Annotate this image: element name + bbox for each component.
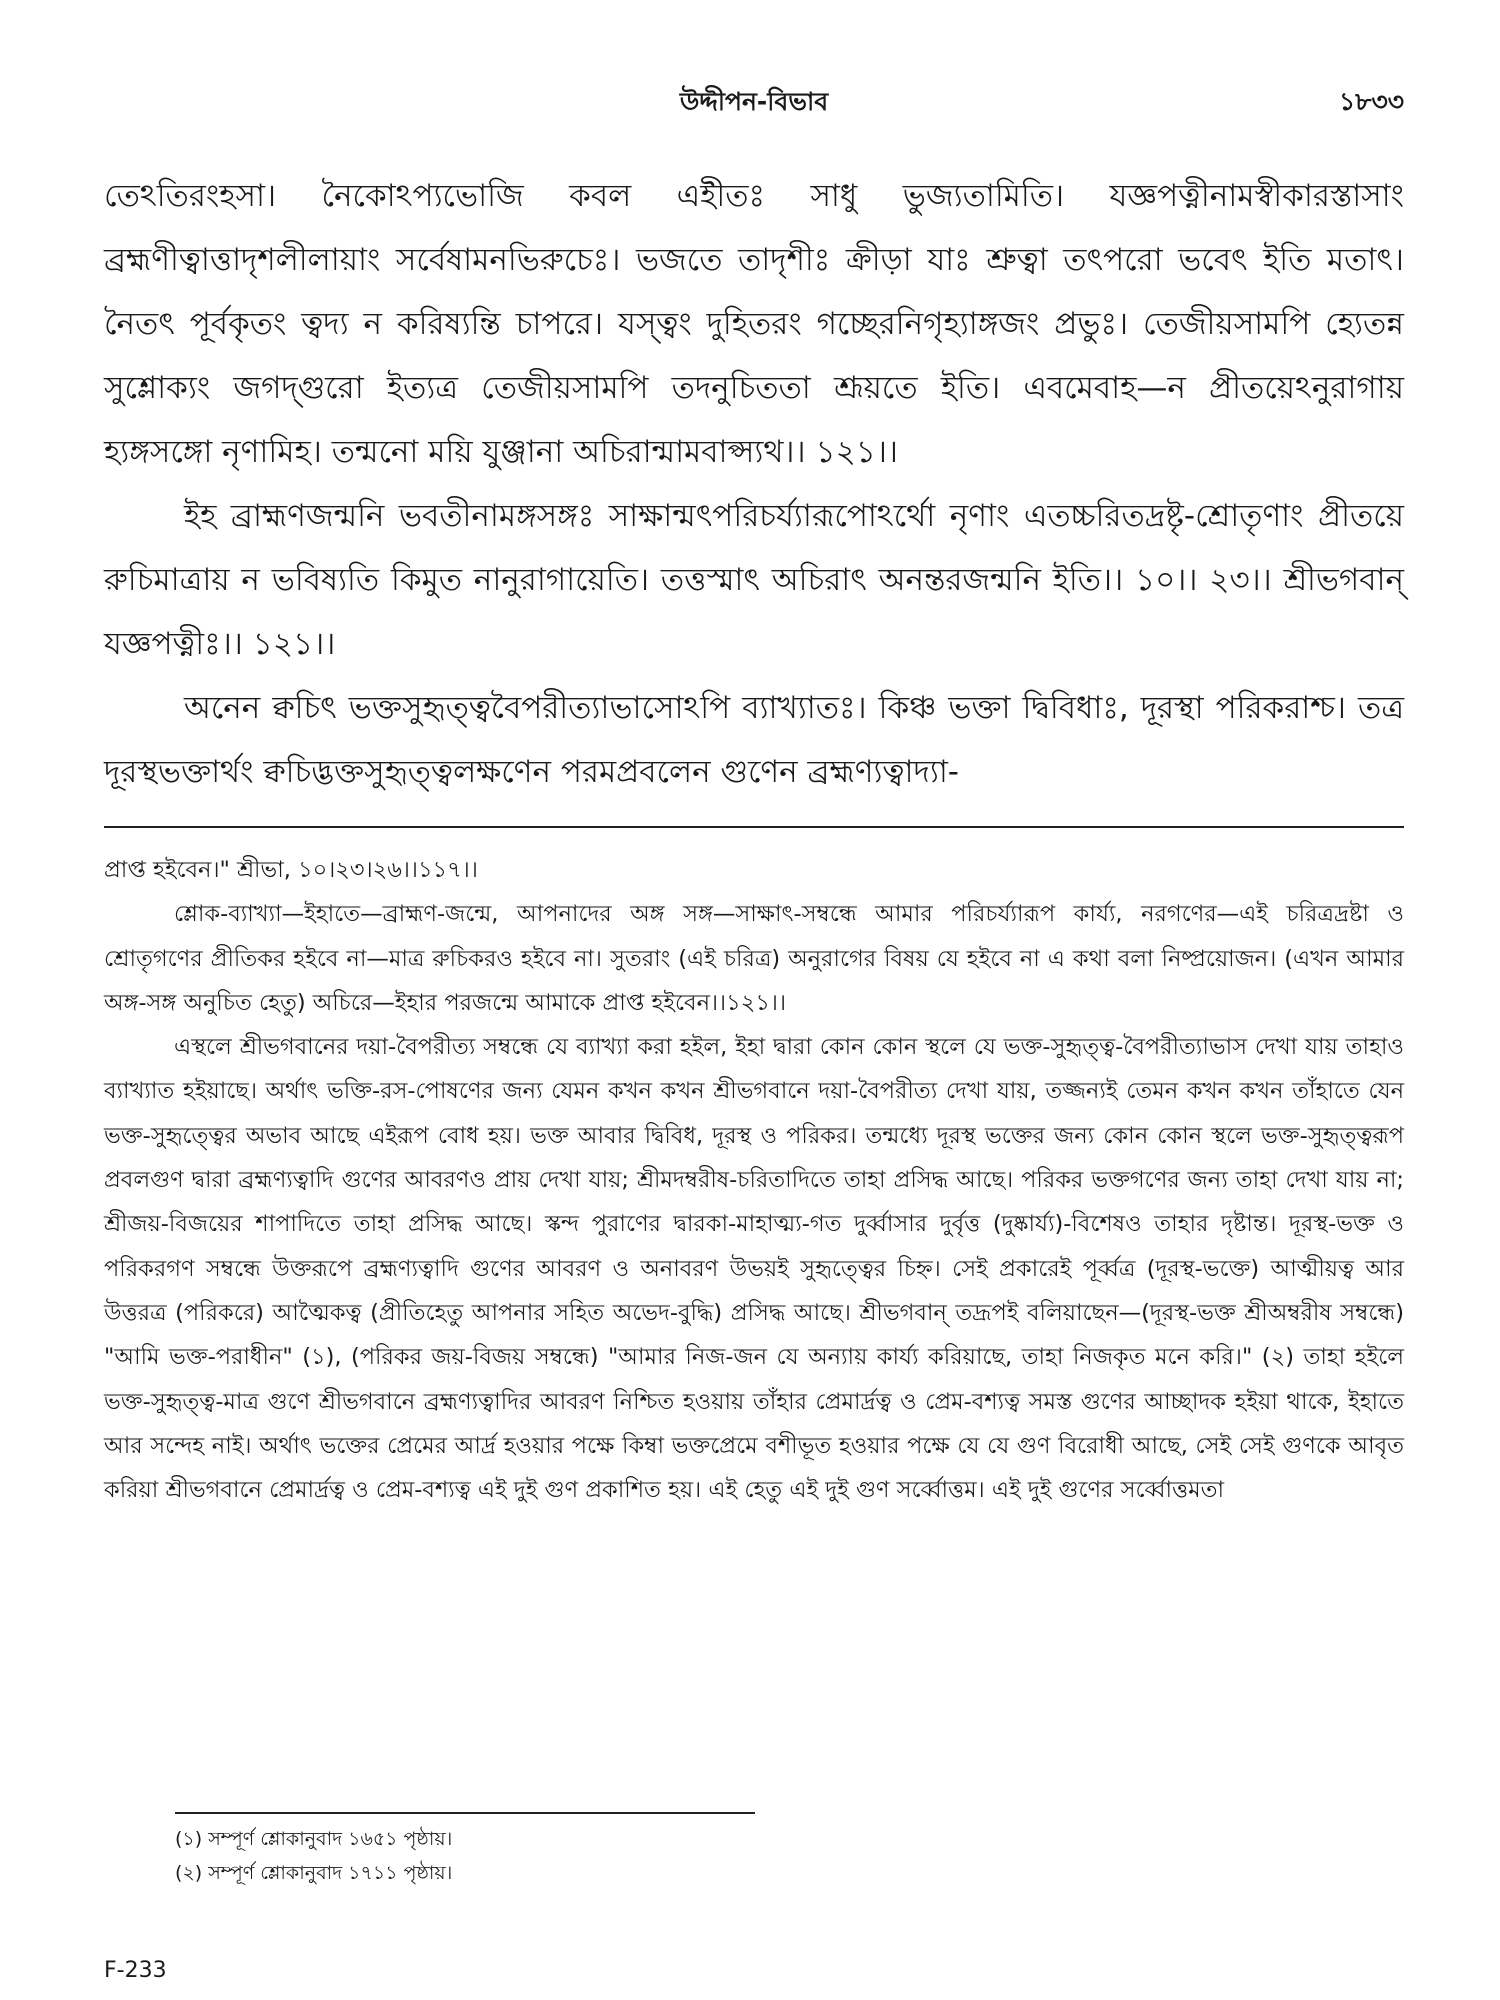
commentary-paragraph: শ্লোক-ব্যাখ্যা—ইহাতে—ব্রাহ্মণ-জন্মে, আপনাদের অঙ্গ সঙ্গ—সাক্ষাৎ-সম্বন্ধে আমার পরিচর্য্যারূপ কার্য্য, নরগণের—এই চরিত্রদ্রষ্টা ও শ্রোতৃগণের প্রীতিকর হইবে না—মাত্র রুচিকরও হইবে না। সুতরাং (এই চরিত্র) অনুরাগের বিষয় যে হইবে না এ কথা বলা নিষ্প্রয়োজন। (এখন আমার অঙ্গ-সঙ্গ অনুচিত হেতু) অচিরে—ইহার পরজন্মে আমাকে প্রাপ্ত হইবেন।।১২১।। (104, 901, 1404, 1016)
running-title: উদ্দীপন-বিভাব (679, 87, 829, 116)
sanskrit-paragraph: ইহ ব্রাহ্মণজন্মনি ভবতীনামঙ্গসঙ্গঃ সাক্ষান্মৎপরিচর্য্যারূপোঽর্থো নৃণাং এতচ্চরিতদ্রষ্টৃ-শ্রোতৃণাং প্রীতয়ে রুচিমাত্রায় ন ভবিষ্যতি কিমুত নানুরাগায়েতি। তত্তস্মাৎ অচিরাৎ অনন্তরজন্মনি ইতি।। ১০।। ২৩।। শ্রীভগবান্ যজ্ঞপত্নীঃ।। ১২১।। (104, 498, 1404, 662)
footnotes (175, 1822, 1075, 1890)
printer-signature: F-233 (104, 1958, 167, 1983)
commentary-paragraph: এস্থলে শ্রীভগবানের দয়া-বৈপরীত্য সম্বন্ধে যে ব্যাখ্যা করা হইল, ইহা দ্বারা কোন কোন স্থলে যে ভক্ত-সুহৃত্ত্ব-বৈপরীত্যাভাস দেখা যায় তাহাও ব্যাখ্যাত হইয়াছে। অর্থাৎ ভক্তি-রস-পোষণের জন্য যেমন কখন কখন শ্রীভগবানে দয়া-বৈপরীত্য দেখা যায়, তজ্জন্যই তেমন কখন কখন তাঁহাতে যেন ভক্ত-সুহৃত্ত্বের অভাব আছে এইরূপ বোধ হয়। ভক্ত আবার দ্বিবিধ, দূরস্থ ও পরিকর। তন্মধ্যে দূরস্থ ভক্তের জন্য কোন কোন স্থলে ভক্ত-সুহৃত্ত্বরূপ প্রবলগুণ দ্বারা ব্রহ্মণ্যত্বাদি গুণের আবরণও প্রায় দেখা যায়; শ্রীমদম্বরীষ-চরিতাদিতে তাহা প্রসিদ্ধ আছে। পরিকর ভক্তগণের জন্য তাহা দেখা যায় না; শ্রীজয়-বিজয়ের শাপাদিতে তাহা প্রসিদ্ধ আছে। স্কন্দ পুরাণের দ্বারকা-মাহাত্ম্য-গত দুর্ব্বাসার দুর্বৃত্ত (দুষ্কার্য্য)-বিশেষও তাহার দৃষ্টান্ত। দূরস্থ-ভক্ত ও পরিকরগণ সম্বন্ধে উক্তরূপে ব্রহ্মণ্যত্বাদি গুণের আবরণ ও অনাবরণ উভয়ই সুহৃত্ত্বের চিহ্ন। সেই প্রকারেই পূর্ব্বত্র (দূরস্থ-ভক্তে) আত্মীয়ত্ব আর উত্তরত্র (পরিকরে) আত্মৈকত্ব (প্রীতিহেতু আপনার সহিত অভেদ-বুদ্ধি) প্রসিদ্ধ আছে। শ্রীভগবান্ তদ্রূপই বলিয়াছেন—(দূরস্থ-ভক্ত শ্রীঅম্বরীষ সম্বন্ধে) "আমি ভক্ত-পরাধীন" (১), (পরিকর জয়-বিজয় সম্বন্ধে) "আমার নিজ-জন যে অন্যায় কার্য্য করিয়াছে, তাহা নিজকৃত মনে করি।" (২) তাহা হইলে ভক্ত-সুহৃত্ত্ব-মাত্র গুণে শ্রীভগবানে ব্রহ্মণ্যত্বাদির আবরণ নিশ্চিত হওয়ায় তাঁহার প্রেমার্দ্রত্ব ও প্রেম-বশ্যত্ব সমস্ত গুণের আচ্ছাদক হইয়া থাকে, ইহাতে আর সন্দেহ নাই। অর্থাৎ ভক্তের প্রেমের আর্দ্র হওয়ার পক্ষে কিম্বা ভক্তপ্রেমে বশীভূত হওয়ার পক্ষে যে যে গুণ বিরোধী আছে, সেই সেই গুণকে আবৃত করিয়া শ্রীভগবানে প্রেমার্দ্রত্ব ও প্রেম-বশ্যত্ব এই দুই গুণ প্রকাশিত হয়। এই হেতু এই দুই গুণ সর্ব্বোত্তম। এই দুই গুণের সর্ব্বোত্তমতা (104, 1034, 1405, 1504)
commentary-paragraph: প্রাপ্ত হইবেন।" শ্রীভা, ১০।২৩।২৬।।১১৭।। (104, 857, 478, 883)
footnote: (২) সম্পূর্ণ শ্লোকানুবাদ ১৭১১ পৃষ্ঠায়। (175, 1862, 453, 1884)
sanskrit-text (104, 164, 1404, 804)
sanskrit-paragraph: তেঽতিরংহসা। নৈকোঽপ্যভোজি কবল এইীতঃ সাধু ভুজ্যতামিতি। যজ্ঞপত্নীনামস্বীকারস্তাসাং ব্রহ্মণীত্বাত্তাদৃশলীলায়াং সর্বেষামনভিরুচেঃ। ভজতে তাদৃশীঃ ক্রীড়া যাঃ শ্রুত্বা তৎপরো ভবেৎ ইতি মতাৎ। নৈতৎ পূর্বকৃতং ত্বদ্য ন করিষ্যন্তি চাপরে। যস্ত্বং দুহিতরং গচ্ছেরনিগৃহ্যাঙ্গজং প্রভুঃ। তেজীয়সামপি হ্যেতন্ন সুশ্লোক্যং জগদ্গুরো ইত্যত্র তেজীয়সামপি তদনুচিততা শ্রূয়তে ইতি। এবমেবাহ—ন প্রীতয়েঽনুরাগায় হ্যঙ্গসঙ্গো নৃণামিহ। তন্মনো ময়ি যুঞ্জানা অচিরান্মামবাপ্স্যথ।। ১২১।। (104, 178, 1404, 470)
bengali-commentary (104, 848, 1404, 1512)
page-header (104, 82, 1404, 122)
footnote-divider (175, 1812, 755, 1814)
section-divider (104, 826, 1404, 828)
footnote: (১) সম্পূর্ণ শ্লোকানুবাদ ১৬৫১ পৃষ্ঠায়। (175, 1828, 453, 1850)
sanskrit-paragraph: অনেন ক্বচিৎ ভক্তসুহৃত্ত্ববৈপরীত্যাভাসোঽপি ব্যাখ্যাতঃ। কিঞ্চ ভক্তা দ্বিবিধাঃ, দূরস্থা পরিকরাশ্চ। তত্র দূরস্থভক্তার্থং ক্বচিদ্ভক্তসুহৃত্ত্বলক্ষণেন পরমপ্রবলেন গুণেন ব্রহ্মণ্যত্বাদ্যা- (104, 690, 1404, 790)
page-number: ১৮৩৩ (1339, 87, 1404, 116)
